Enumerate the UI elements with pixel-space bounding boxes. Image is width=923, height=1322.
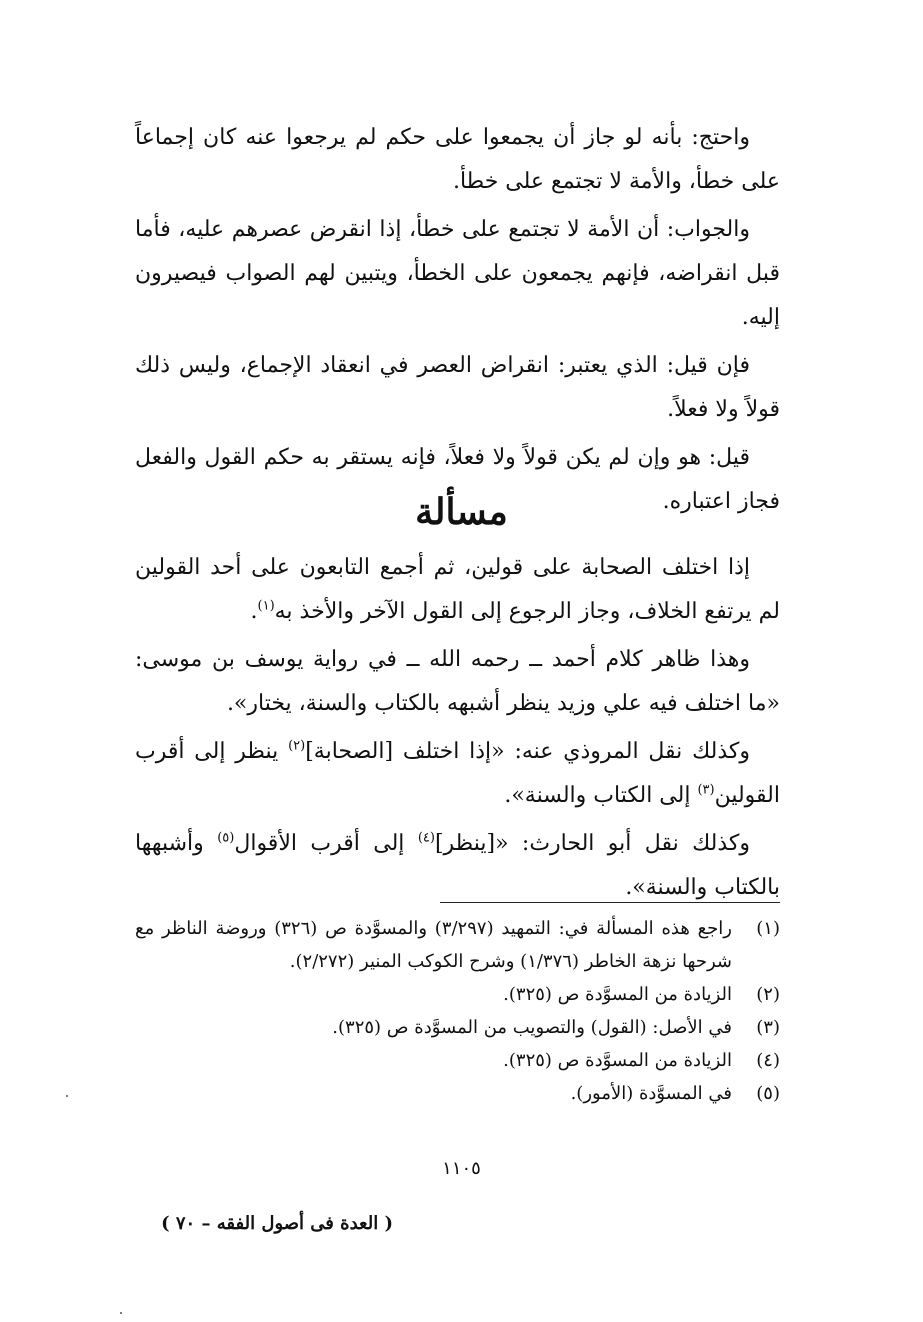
- paragraph: [135, 822, 780, 910]
- footnote-number: (١): [756, 918, 780, 939]
- paragraph-text: وكذلك نقل المروذي عنه: «إذا اختلف [الصحابة]: [305, 739, 751, 764]
- footnote-ref[interactable]: (١): [257, 598, 275, 614]
- book-signature: ( العدة فى أصول الفقه – ٧٠ ): [161, 1213, 393, 1234]
- paragraph: قيل: هو وإن لم يكن قولاً ولا فعلاً، فإنه يستقر به حكم القول والفعل فجاز اعتباره.: [135, 445, 780, 514]
- footnote: [135, 1044, 780, 1077]
- paragraph-text: وكذلك نقل أبو الحارث: «[ينظر]: [434, 831, 750, 856]
- paragraph: واحتج: بأنه لو جاز أن يجمعوا على حكم لم يرجعوا عنه كان إجماعاً على خطأ، والأمة لا تجتمع على خطأ.: [135, 125, 780, 194]
- opening-section: [135, 116, 780, 528]
- paragraph: [135, 546, 780, 634]
- footnote-text: الزيادة من المسوَّدة ص (٣٢٥).: [503, 1050, 732, 1071]
- footnote-ref[interactable]: (٥): [217, 830, 235, 846]
- section-heading: مسألة: [415, 491, 508, 533]
- paragraph-text: إذا اختلف الصحابة على قولين، ثم أجمع التابعون على أحد القولين لم يرتفع الخلاف، وجاز الرجوع إلى القول الآخر والأخذ به: [135, 555, 780, 624]
- scan-speck: [120, 1312, 122, 1314]
- paragraph-text: إلى أقرب الأقوال: [234, 831, 418, 856]
- paragraph: [135, 730, 780, 818]
- footnote-ref[interactable]: (٣): [697, 782, 715, 798]
- footnote-text: راجع هذه المسألة في: التمهيد (٣/٢٩٧) والمسوَّدة ص (٣٢٦) وروضة الناظر مع شرحها نزهة الخاطر (١/٣٧٦) وشرح الكوكب المنير (٢/٢٧٢).: [135, 918, 732, 972]
- paragraph: فإن قيل: الذي يعتبر: انقراض العصر في انعقاد الإجماع، وليس ذلك قولاً ولا فعلاً.: [135, 353, 780, 422]
- footnote-number: (٣): [756, 1017, 780, 1038]
- footnote-text: في المسوَّدة (الأمور).: [570, 1083, 732, 1104]
- paragraph: والجواب: أن الأمة لا تجتمع على خطأ، إذا انقرض عصرهم عليه، فأما قبل انقراضه، فإنهم يجمعون على الخطأ، ويتبين لهم الصواب فيصيرون إليه.: [135, 217, 780, 330]
- footnote: [135, 1011, 780, 1044]
- footnote-number: (٤): [756, 1050, 780, 1071]
- footnote-text: الزيادة من المسوَّدة ص (٣٢٥).: [503, 984, 732, 1005]
- issue-section: [135, 546, 780, 914]
- page-number: ١١٠٥: [442, 1158, 481, 1179]
- footnote: [135, 1077, 780, 1110]
- footnote-ref[interactable]: (٤): [417, 830, 435, 846]
- footnote-number: (٢): [756, 984, 780, 1005]
- footnote-number: (٥): [756, 1083, 780, 1104]
- scan-speck: [66, 1095, 68, 1097]
- footnotes: [135, 912, 780, 1110]
- footnote-divider: [440, 902, 780, 903]
- footnote-text: في الأصل: (القول) والتصويب من المسوَّدة ص (٣٢٥).: [332, 1017, 732, 1038]
- footnote: [135, 978, 780, 1011]
- paragraph-text: إلى الكتاب والسنة».: [504, 783, 698, 808]
- paragraph-text: وأشبهها بالكتاب والسنة».: [135, 831, 780, 900]
- paragraph-text: ينظر إلى أقرب القولين: [135, 739, 780, 808]
- paragraph-text: .: [250, 599, 258, 624]
- footnote-ref[interactable]: (٢): [288, 738, 306, 754]
- paragraph: وهذا ظاهر كلام أحمد ــ رحمه الله ــ في رواية يوسف بن موسى: «ما اختلف فيه علي وزيد ينظر أشبهه بالكتاب والسنة، يختار».: [135, 647, 780, 716]
- footnote: [135, 912, 780, 978]
